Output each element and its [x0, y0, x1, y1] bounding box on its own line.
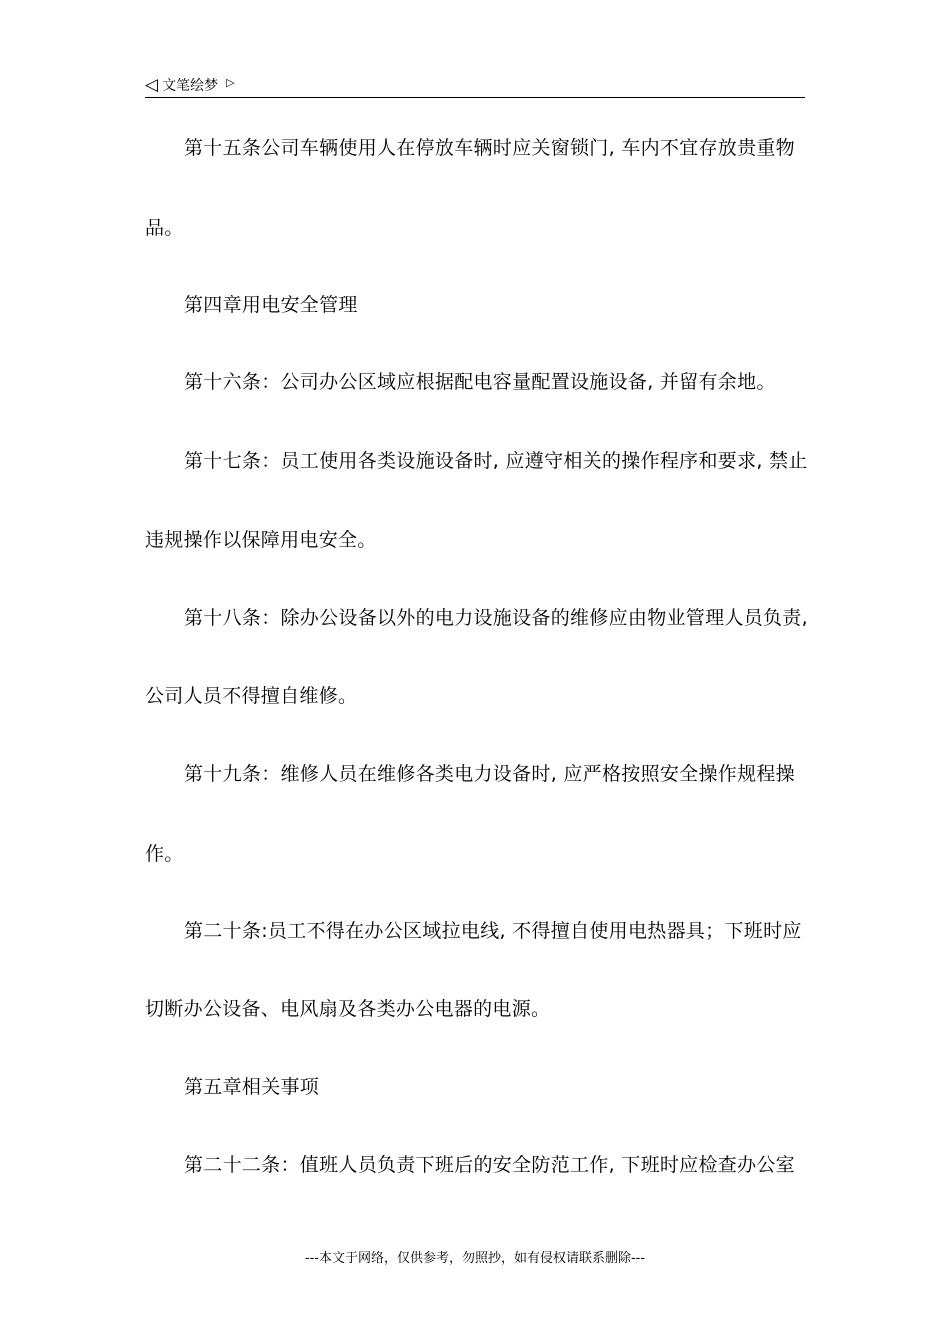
- triangle-left-icon: ◁: [145, 74, 159, 95]
- article-16-line-1: 第十六条：公司办公区域应根据配电容量配置设施设备, 并留有余地。: [184, 371, 776, 393]
- header-divider: [145, 97, 805, 98]
- article-18-line-2: 公司人员不得擅自维修。: [145, 685, 358, 707]
- article-22-line-1: 第二十二条：值班人员负责下班后的安全防范工作, 下班时应检查办公室: [184, 1154, 795, 1176]
- article-17-line-2: 违规操作以保障用电安全。: [145, 529, 377, 551]
- page-header: [145, 74, 235, 96]
- article-15-line-1: 第十五条公司车辆使用人在停放车辆时应关窗锁门, 车内不宜存放贵重物: [184, 137, 795, 159]
- header-title: 文笔绘梦: [162, 78, 219, 94]
- article-20-line-2: 切断办公设备、电风扇及各类办公电器的电源。: [145, 998, 551, 1020]
- article-19-line-2: 作。: [145, 843, 184, 865]
- article-20-line-1: 第二十条:员工不得在办公区域拉电线, 不得擅自使用电热器具；下班时应: [184, 920, 802, 942]
- chapter-4-heading: 第四章用电安全管理: [184, 294, 358, 316]
- triangle-right-icon: ▷: [226, 75, 235, 89]
- article-18-line-1: 第十八条：除办公设备以外的电力设施设备的维修应由物业管理人员负责,: [184, 607, 808, 629]
- chapter-5-heading: 第五章相关事项: [184, 1076, 320, 1098]
- footer-disclaimer: ---本文于网络，仅供参考，勿照抄，如有侵权请联系删除---: [304, 1251, 646, 1266]
- article-19-line-1: 第十九条：维修人员在维修各类电力设备时, 应严格按照安全操作规程操: [184, 763, 795, 785]
- article-15-line-2: 品。: [145, 217, 184, 239]
- article-17-line-1: 第十七条：员工使用各类设施设备时, 应遵守相关的操作程序和要求, 禁止: [184, 450, 808, 472]
